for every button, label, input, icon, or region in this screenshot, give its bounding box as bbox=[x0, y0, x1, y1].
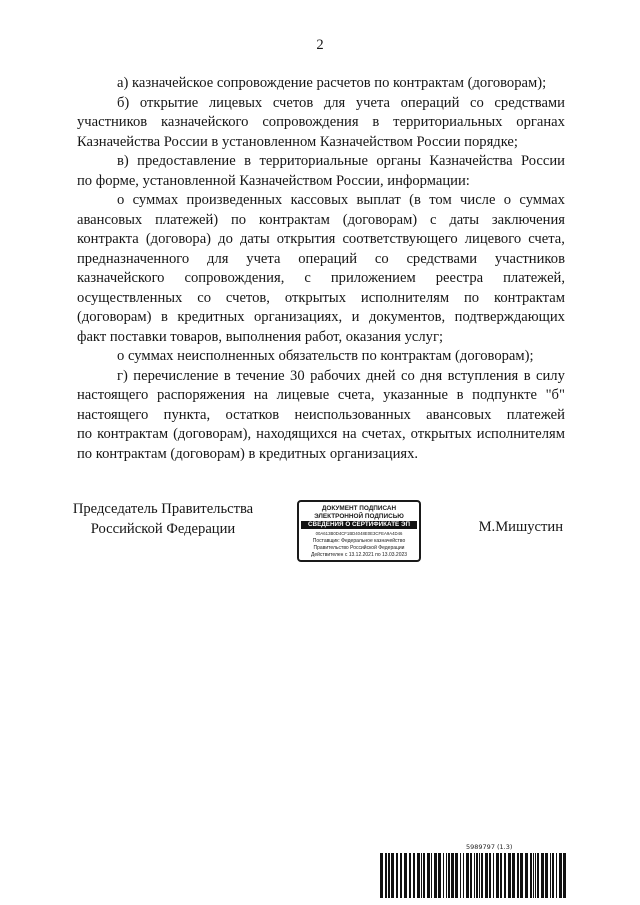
word: в bbox=[244, 153, 252, 169]
certificate-owner: Правительство Российской Федерации bbox=[313, 544, 405, 551]
text-line bbox=[77, 113, 565, 133]
word: для bbox=[207, 250, 229, 267]
word: лицевого bbox=[464, 231, 522, 247]
word: России bbox=[520, 153, 565, 169]
page-number: 2 bbox=[316, 37, 324, 53]
barcode-bar bbox=[520, 853, 523, 898]
word: исполнителям bbox=[360, 289, 450, 306]
barcode-bar bbox=[550, 853, 551, 898]
word: остатков bbox=[225, 406, 280, 423]
certificate-issuer: Поставщик: Федеральное казначейство bbox=[312, 537, 406, 544]
word: органах bbox=[516, 114, 565, 130]
word: предоставление bbox=[137, 153, 236, 169]
word: б) bbox=[117, 94, 130, 111]
text-line bbox=[77, 94, 565, 114]
text-line bbox=[77, 289, 565, 309]
word: г) bbox=[117, 367, 128, 384]
word: лицевые bbox=[276, 387, 330, 403]
word: даты bbox=[239, 231, 270, 247]
text-line: о суммах неисполненных обязательств по контрактам (договорам); bbox=[117, 348, 534, 364]
word: операций bbox=[400, 94, 460, 111]
word: контракта bbox=[77, 231, 139, 247]
text-line: по контрактам (договорам) в кредитных организациях. bbox=[77, 445, 419, 462]
word: течение bbox=[236, 367, 285, 384]
word: учета bbox=[355, 94, 391, 111]
barcode-bar bbox=[517, 853, 519, 898]
barcode-bar bbox=[400, 853, 402, 898]
word: организациях, bbox=[253, 309, 343, 325]
word: о bbox=[117, 192, 125, 208]
word: по bbox=[463, 289, 480, 306]
text-line bbox=[77, 406, 565, 426]
barcode-bar bbox=[396, 853, 398, 898]
word: сопровождения bbox=[262, 114, 359, 130]
word: приложением bbox=[330, 270, 416, 286]
word: документов, bbox=[368, 309, 446, 325]
barcode-bar bbox=[446, 853, 447, 898]
barcode-bar bbox=[455, 853, 458, 898]
barcode-bar bbox=[537, 853, 539, 898]
word: операций bbox=[298, 250, 358, 267]
barcode-bar bbox=[559, 853, 562, 898]
word: открытых bbox=[284, 289, 346, 306]
barcode-bar bbox=[427, 853, 430, 898]
text-line bbox=[77, 250, 565, 270]
document-code: 5989797 (1.3) bbox=[466, 843, 513, 851]
word: платежей, bbox=[503, 270, 565, 286]
text-line bbox=[77, 386, 565, 406]
word: (договорам) bbox=[77, 309, 152, 325]
barcode-bar bbox=[556, 853, 557, 898]
word: "б" bbox=[545, 387, 565, 403]
barcode-bar bbox=[476, 853, 478, 898]
text-line bbox=[77, 230, 565, 250]
document-body bbox=[77, 74, 565, 464]
word: исполнителям bbox=[476, 426, 565, 442]
word: дня bbox=[420, 367, 443, 384]
word: соответствующего bbox=[342, 231, 458, 247]
word: счета, bbox=[528, 231, 565, 247]
paragraph-v bbox=[77, 152, 565, 191]
text-line bbox=[77, 308, 565, 328]
word: лицевых bbox=[208, 94, 263, 111]
word: средствами bbox=[406, 250, 478, 267]
barcode-bar bbox=[493, 853, 494, 898]
word: с bbox=[430, 211, 437, 228]
word: перечисление bbox=[133, 367, 219, 384]
word: территориальных bbox=[393, 114, 503, 130]
word: в bbox=[372, 114, 380, 130]
word: открытие bbox=[139, 94, 199, 111]
barcode-bar bbox=[423, 853, 425, 898]
word: заключения bbox=[491, 211, 565, 228]
barcode-bar bbox=[470, 853, 472, 898]
barcode-bar bbox=[525, 853, 528, 898]
word: (в bbox=[409, 192, 421, 208]
text-line: Казначейства России в установленном Казначейством России порядке; bbox=[77, 133, 518, 150]
word: и bbox=[351, 309, 360, 325]
barcode-bar bbox=[552, 853, 554, 898]
word: средствами bbox=[494, 94, 565, 111]
word: открытых bbox=[410, 426, 472, 442]
word: (договора) bbox=[145, 231, 212, 247]
word: счетах, bbox=[361, 426, 406, 442]
word: том bbox=[429, 192, 452, 208]
word: о bbox=[503, 192, 512, 208]
text-line bbox=[77, 425, 565, 445]
word: участников bbox=[77, 114, 148, 130]
word: кредитных bbox=[177, 309, 245, 325]
word: указанные bbox=[383, 387, 448, 403]
word: Казначейства bbox=[429, 153, 513, 169]
word: настоящего bbox=[77, 406, 149, 423]
barcode-bar bbox=[443, 853, 444, 898]
barcode-bar bbox=[448, 853, 450, 898]
barcode-bar bbox=[391, 853, 394, 898]
word: со bbox=[470, 94, 484, 111]
barcode-bar bbox=[545, 853, 548, 898]
word: авансовых bbox=[77, 211, 143, 228]
word: с bbox=[304, 270, 311, 286]
barcode-bar bbox=[388, 853, 390, 898]
barcode-bar bbox=[530, 853, 532, 898]
barcode-bar bbox=[451, 853, 454, 898]
text-line: по форме, установленной Казначейством России, информации: bbox=[77, 172, 470, 189]
barcode-bar bbox=[533, 853, 534, 898]
word: на bbox=[342, 426, 357, 442]
barcode-bar bbox=[535, 853, 536, 898]
stamp-certificate-header: СВЕДЕНИЯ О СЕРТИФИКАТЕ ЭП bbox=[301, 521, 417, 529]
word: подпункте bbox=[472, 387, 537, 403]
barcode-bar bbox=[479, 853, 480, 898]
word: неиспользованных bbox=[294, 406, 411, 423]
text-line bbox=[77, 152, 565, 172]
barcode-bar bbox=[380, 853, 383, 898]
word: для bbox=[323, 94, 346, 111]
paragraph-payments-info bbox=[77, 191, 565, 347]
word: предназначенного bbox=[77, 250, 190, 267]
text-line bbox=[77, 191, 565, 211]
barcode-bar bbox=[489, 853, 491, 898]
barcode-bar bbox=[460, 853, 461, 898]
word: реестра bbox=[435, 270, 484, 286]
barcode-bar bbox=[413, 853, 415, 898]
barcode bbox=[380, 853, 566, 898]
word: числе bbox=[460, 192, 496, 208]
word: суммах bbox=[519, 192, 565, 208]
word: участников bbox=[494, 250, 565, 267]
word: в bbox=[456, 387, 464, 403]
stamp-title-line: ЭЛЕКТРОННОЙ ПОДПИСЬЮ bbox=[314, 512, 404, 520]
barcode-bar bbox=[431, 853, 432, 898]
word: (договорам) bbox=[342, 211, 418, 228]
word: со bbox=[197, 289, 212, 306]
word: настоящего bbox=[77, 387, 149, 403]
paragraph-b bbox=[77, 94, 565, 153]
word: выплат bbox=[356, 192, 401, 208]
barcode-bar bbox=[474, 853, 475, 898]
word: счета, bbox=[337, 387, 375, 403]
barcode-bar bbox=[496, 853, 499, 898]
word: рабочих bbox=[310, 367, 361, 384]
barcode-bar bbox=[409, 853, 411, 898]
word: авансовых bbox=[426, 406, 492, 423]
word: территориальные bbox=[259, 153, 368, 169]
barcode-bar bbox=[481, 853, 483, 898]
word: вступления bbox=[447, 367, 519, 384]
word: казначейского bbox=[77, 270, 165, 286]
word: открытия bbox=[276, 231, 336, 247]
word: до bbox=[218, 231, 233, 247]
word: в bbox=[160, 309, 168, 325]
certificate-validity: Действителен с 13.12.2021 по 13.03.2023 bbox=[310, 551, 408, 558]
word: по bbox=[230, 211, 247, 228]
word: сопровождения, bbox=[184, 270, 285, 286]
word: дней bbox=[366, 367, 396, 384]
barcode-bar bbox=[385, 853, 387, 898]
text-line: факт поставки товаров, выполнения работ, оказания услуг; bbox=[77, 328, 444, 345]
word: в bbox=[523, 367, 531, 384]
word: казначейского bbox=[160, 114, 249, 130]
word: (договорам), bbox=[173, 426, 252, 442]
paragraph-g bbox=[77, 367, 565, 465]
word: платежей) bbox=[155, 211, 219, 228]
barcode-bar bbox=[500, 853, 502, 898]
word: в) bbox=[117, 153, 129, 169]
barcode-bar bbox=[508, 853, 511, 898]
word: со bbox=[401, 367, 415, 384]
paragraph-a bbox=[77, 74, 565, 94]
word: платежей bbox=[506, 406, 565, 423]
barcode-bar bbox=[438, 853, 441, 898]
text-line bbox=[77, 367, 565, 387]
word: 30 bbox=[290, 367, 305, 384]
signatory-position bbox=[70, 500, 256, 539]
word: по bbox=[77, 426, 93, 442]
barcode-bar bbox=[463, 853, 464, 898]
word: пункта, bbox=[163, 406, 211, 423]
barcode-bar bbox=[417, 853, 420, 898]
word: органы bbox=[376, 153, 422, 169]
word: со bbox=[374, 250, 389, 267]
word: силу bbox=[536, 367, 565, 384]
word: даты bbox=[449, 211, 480, 228]
text-line: а) казначейское сопровождение расчетов по контрактам (договорам); bbox=[117, 75, 547, 91]
electronic-signature-stamp bbox=[297, 500, 421, 562]
word: подтверждающих bbox=[454, 309, 565, 325]
signatory-name: М.Мишустин bbox=[478, 519, 563, 535]
signatory-position-line: Председатель Правительства bbox=[72, 501, 254, 517]
barcode-bar bbox=[421, 853, 422, 898]
word: на bbox=[253, 387, 268, 403]
word: произведенных bbox=[186, 192, 283, 208]
barcode-bar bbox=[404, 853, 407, 898]
barcode-bar bbox=[434, 853, 437, 898]
word: контрактам bbox=[493, 289, 565, 306]
paragraph-obligations-info bbox=[77, 347, 565, 367]
barcode-bar bbox=[466, 853, 469, 898]
text-line bbox=[77, 269, 565, 289]
word: контрактам bbox=[258, 211, 330, 228]
word: учета bbox=[246, 250, 281, 267]
word: в bbox=[223, 367, 231, 384]
word: суммах bbox=[132, 192, 179, 208]
barcode-bar bbox=[485, 853, 488, 898]
word: счетов, bbox=[225, 289, 270, 306]
signatory-position-line: Российской Федерации bbox=[90, 520, 236, 537]
certificate-serial: 00A613B0D4CF1BD4048E0E3CFEA9A4D46 bbox=[315, 531, 403, 536]
word: распоряжения bbox=[156, 387, 246, 403]
word: кассовых bbox=[290, 192, 349, 208]
barcode-bar bbox=[563, 853, 566, 898]
word: осуществленных bbox=[77, 289, 183, 306]
text-line bbox=[77, 211, 565, 231]
word: контрактам bbox=[97, 426, 169, 442]
barcode-bar bbox=[504, 853, 506, 898]
word: счетов bbox=[272, 94, 314, 111]
stamp-title-line: ДОКУМЕНТ ПОДПИСАН bbox=[321, 505, 397, 512]
word: находящихся bbox=[256, 426, 338, 442]
barcode-bar bbox=[541, 853, 544, 898]
barcode-bar bbox=[512, 853, 515, 898]
